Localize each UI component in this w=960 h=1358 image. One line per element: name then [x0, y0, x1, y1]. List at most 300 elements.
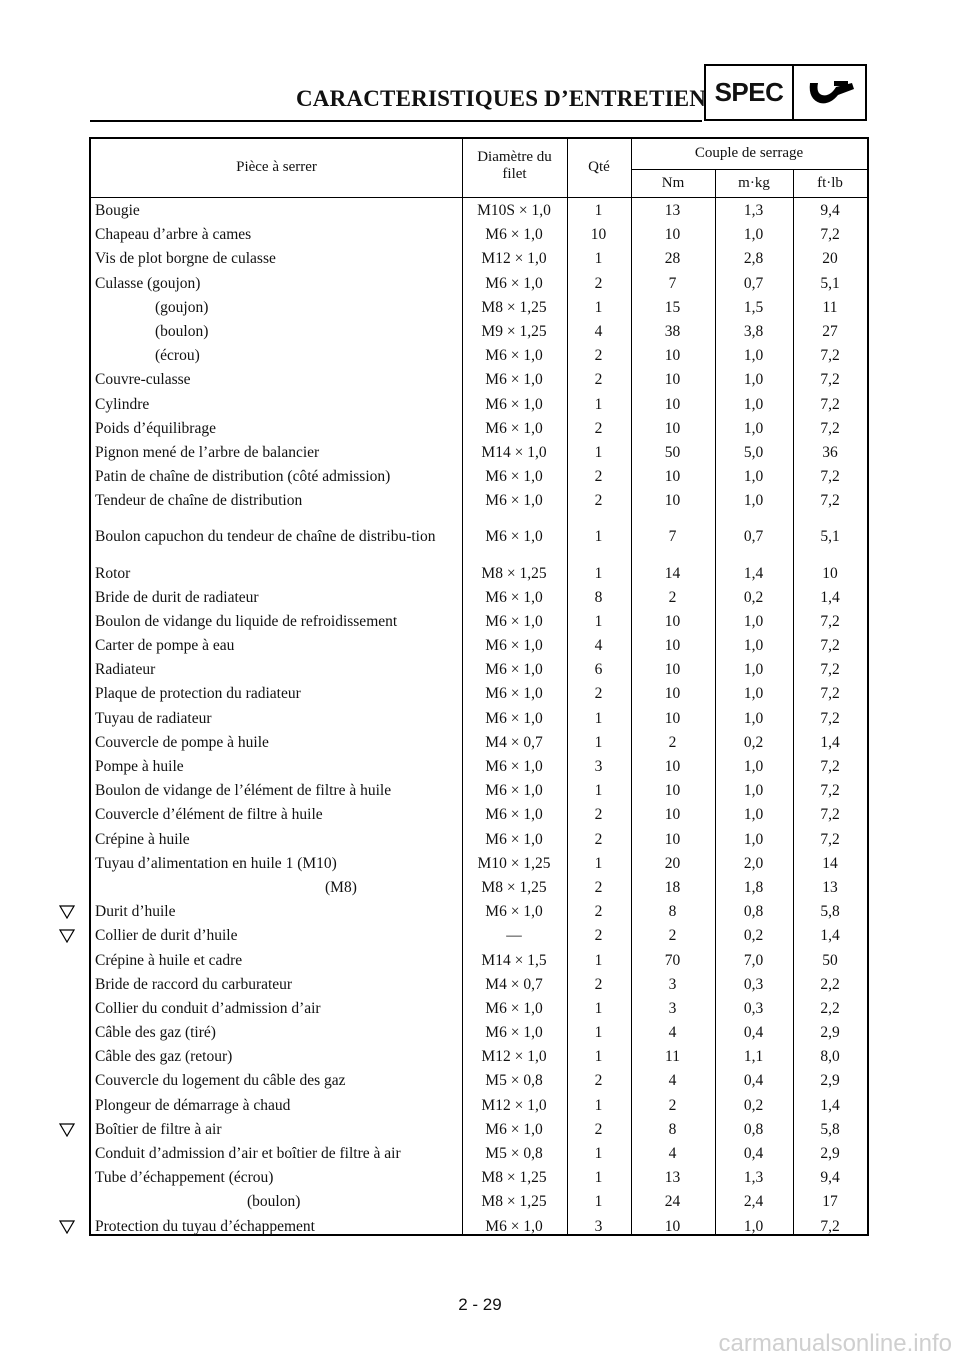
header-thread — [462, 149, 567, 183]
torque-nm — [631, 779, 714, 803]
thread-size-text: M5 × 0,8 — [485, 1145, 543, 1163]
torque-ftlb — [793, 489, 867, 513]
thread-size — [462, 1045, 566, 1069]
torque-nm — [631, 1045, 714, 1069]
torque-nm — [631, 441, 714, 465]
quantity — [567, 344, 630, 368]
thread-size — [462, 368, 566, 392]
thread-size — [462, 828, 566, 852]
torque-ftlb-text: 50 — [822, 951, 838, 969]
quantity — [567, 924, 630, 948]
warning-triangle-icon — [59, 1123, 75, 1137]
watermark: carmanualsonline.info — [718, 1330, 952, 1357]
torque-nm-text: 10 — [664, 492, 681, 510]
torque-mkg-text: 0,4 — [743, 1024, 764, 1042]
torque-mkg-text: 0,3 — [743, 999, 764, 1017]
torque-nm-text: 18 — [664, 878, 681, 896]
torque-nm — [631, 803, 714, 827]
torque-ftlb-text: 1,4 — [820, 927, 840, 945]
part-name-text: Pignon mené de l’arbre de balancier — [95, 443, 320, 461]
torque-ftlb-text: 1,4 — [820, 588, 840, 606]
part-name — [95, 1190, 461, 1214]
quantity-text: 2 — [594, 975, 603, 993]
quantity — [567, 1166, 630, 1190]
thread-size — [462, 779, 566, 803]
torque-ftlb-text: 2,9 — [820, 1145, 840, 1163]
torque-ftlb-text: 7,2 — [820, 395, 840, 413]
part-name — [95, 924, 461, 948]
torque-nm-text: 10 — [664, 709, 681, 727]
table-row — [91, 199, 867, 223]
part-name — [95, 658, 461, 682]
torque-nm — [631, 513, 714, 561]
torque-mkg-text: 0,3 — [743, 975, 764, 993]
torque-ftlb — [793, 320, 867, 344]
thread-size-text: M6 × 1,0 — [485, 588, 543, 606]
torque-ftlb-text: 7,2 — [820, 758, 840, 776]
quantity — [567, 1190, 630, 1214]
torque-mkg-text: 1,4 — [743, 564, 764, 582]
torque-ftlb-text: 2,9 — [820, 1072, 840, 1090]
part-name-text: Tendeur de chaîne de distribution — [95, 492, 303, 510]
torque-nm — [631, 634, 714, 658]
part-name — [95, 682, 461, 706]
torque-mkg — [715, 344, 792, 368]
thread-size — [462, 296, 566, 320]
torque-ftlb-text: 7,2 — [820, 1217, 840, 1235]
torque-nm — [631, 1118, 714, 1142]
quantity — [567, 441, 630, 465]
part-name-text: Cylindre — [95, 395, 150, 413]
thread-size-text: M6 × 1,0 — [485, 528, 543, 546]
torque-mkg-text: 1,0 — [743, 709, 764, 727]
torque-nm — [631, 1190, 714, 1214]
part-name-text: Collier de durit d’huile — [95, 927, 238, 945]
part-name-text: Tube d’échappement (écrou) — [95, 1169, 274, 1187]
table-row — [91, 1118, 867, 1142]
torque-ftlb-text: 5,1 — [820, 528, 840, 546]
quantity — [567, 223, 630, 247]
quantity-text: 1 — [594, 564, 603, 582]
quantity — [567, 658, 630, 682]
torque-mkg — [715, 779, 792, 803]
table-row — [91, 561, 867, 585]
quantity — [567, 852, 630, 876]
part-name — [95, 803, 461, 827]
torque-mkg-text: 1,3 — [743, 1169, 764, 1187]
warning-triangle-icon — [59, 905, 75, 919]
thread-size-text: M6 × 1,0 — [485, 782, 543, 800]
quantity — [567, 586, 630, 610]
thread-size-text: M14 × 1,0 — [481, 443, 547, 461]
torque-ftlb — [793, 634, 867, 658]
table-row — [91, 658, 867, 682]
torque-nm — [631, 876, 714, 900]
thread-size-text: M8 × 1,25 — [481, 1169, 547, 1187]
torque-nm-text: 3 — [668, 975, 677, 993]
torque-mkg — [715, 223, 792, 247]
torque-nm-text: 70 — [664, 951, 681, 969]
torque-nm-text: 14 — [664, 564, 681, 582]
part-name-text: Crépine à huile et cadre — [95, 951, 243, 969]
table-row — [91, 828, 867, 852]
part-name-text: Bride de raccord du carburateur — [95, 975, 293, 993]
thread-size-text: M6 × 1,0 — [485, 468, 543, 486]
part-name-text: Vis de plot borgne de culasse — [95, 250, 276, 268]
torque-ftlb — [793, 1021, 867, 1045]
torque-ftlb — [793, 1118, 867, 1142]
torque-mkg — [715, 489, 792, 513]
part-name-text: Boulon de vidange de l’élément de filtre à huile — [95, 782, 392, 800]
torque-mkg-text: 1,0 — [743, 612, 764, 630]
table-row — [91, 1021, 867, 1045]
torque-nm — [631, 755, 714, 779]
torque-mkg — [715, 707, 792, 731]
quantity — [567, 634, 630, 658]
torque-nm — [631, 417, 714, 441]
torque-nm — [631, 561, 714, 585]
thread-size — [462, 489, 566, 513]
torque-nm-text: 10 — [664, 806, 681, 824]
torque-mkg — [715, 561, 792, 585]
torque-ftlb — [793, 876, 867, 900]
torque-mkg — [715, 465, 792, 489]
part-name-text: Rotor — [95, 564, 131, 582]
table-row — [91, 707, 867, 731]
quantity-text: 1 — [594, 782, 603, 800]
torque-mkg — [715, 513, 792, 561]
quantity-text: 10 — [590, 226, 607, 244]
torque-nm — [631, 489, 714, 513]
part-name — [95, 441, 461, 465]
thread-size-text: M9 × 1,25 — [481, 323, 547, 341]
torque-ftlb — [793, 803, 867, 827]
part-name-text: Câble des gaz (tiré) — [95, 1024, 216, 1042]
table-row — [91, 1190, 867, 1214]
part-name-text: Plongeur de démarrage à chaud — [95, 1096, 291, 1114]
torque-mkg-text: 1,0 — [743, 685, 764, 703]
torque-nm-text: 10 — [664, 371, 681, 389]
quantity — [567, 272, 630, 296]
torque-nm-text: 10 — [664, 612, 681, 630]
torque-nm — [631, 344, 714, 368]
torque-mkg — [715, 973, 792, 997]
part-name — [95, 320, 461, 344]
torque-mkg — [715, 682, 792, 706]
torque-ftlb — [793, 682, 867, 706]
quantity-text: 1 — [594, 1096, 603, 1114]
part-name-text: (écrou) — [155, 347, 200, 365]
thread-size — [462, 320, 566, 344]
torque-nm — [631, 658, 714, 682]
part-name — [95, 465, 461, 489]
thread-size — [462, 1094, 566, 1118]
quantity — [567, 948, 630, 972]
torque-mkg — [715, 417, 792, 441]
quantity-text: 1 — [594, 1193, 603, 1211]
part-name — [95, 296, 461, 320]
part-name — [95, 828, 461, 852]
thread-size-text: M5 × 0,8 — [485, 1072, 543, 1090]
thread-size — [462, 948, 566, 972]
part-name — [95, 973, 461, 997]
table-row — [91, 320, 867, 344]
torque-ftlb-text: 17 — [822, 1193, 838, 1211]
torque-ftlb-text: 7,2 — [820, 685, 840, 703]
part-name-text: Couvercle de pompe à huile — [95, 733, 269, 751]
torque-mkg-text: 1,0 — [743, 830, 764, 848]
torque-mkg — [715, 803, 792, 827]
thread-size-text: M6 × 1,0 — [485, 685, 543, 703]
part-name — [95, 948, 461, 972]
thread-size-text: M8 × 1,25 — [481, 298, 547, 316]
torque-nm-text: 2 — [668, 927, 677, 945]
torque-mkg — [715, 610, 792, 634]
part-name-text: Durit d’huile — [95, 903, 176, 921]
torque-ftlb — [793, 610, 867, 634]
torque-nm-text: 10 — [664, 758, 681, 776]
thread-size — [462, 924, 566, 948]
thread-size-text: M6 × 1,0 — [485, 419, 543, 437]
torque-mkg-text: 1,0 — [743, 226, 764, 244]
quantity-text: 2 — [594, 806, 603, 824]
torque-ftlb-text: 5,8 — [820, 903, 840, 921]
torque-nm — [631, 900, 714, 924]
torque-ftlb-text: 7,2 — [820, 637, 840, 655]
part-name — [95, 876, 461, 900]
torque-mkg-text: 0,7 — [743, 274, 764, 292]
header-part: Pièce à serrer — [236, 159, 317, 175]
torque-ftlb — [793, 707, 867, 731]
quantity — [567, 320, 630, 344]
torque-ftlb-text: 2,9 — [820, 1024, 840, 1042]
torque-mkg-text: 0,2 — [743, 588, 764, 606]
torque-ftlb-text: 5,8 — [820, 1120, 840, 1138]
part-name — [95, 1094, 461, 1118]
part-name-text: Tuyau de radiateur — [95, 709, 212, 727]
quantity — [567, 973, 630, 997]
torque-mkg-text: 0,4 — [743, 1072, 764, 1090]
torque-ftlb — [793, 417, 867, 441]
thread-size — [462, 1069, 566, 1093]
part-name — [95, 344, 461, 368]
torque-ftlb-text: 1,4 — [820, 733, 840, 751]
quantity-text: 1 — [594, 612, 603, 630]
torque-nm — [631, 272, 714, 296]
torque-nm-text: 2 — [668, 733, 677, 751]
torque-nm-text: 10 — [664, 347, 681, 365]
thread-size — [462, 1215, 566, 1239]
torque-nm-text: 4 — [668, 1072, 677, 1090]
torque-mkg — [715, 1166, 792, 1190]
torque-mkg — [715, 247, 792, 271]
part-name-text: Couvercle d’élément de filtre à huile — [95, 806, 323, 824]
torque-mkg — [715, 199, 792, 223]
part-name — [95, 1021, 461, 1045]
torque-ftlb — [793, 247, 867, 271]
torque-ftlb — [793, 924, 867, 948]
warning-triangle-icon — [59, 929, 75, 943]
quantity — [567, 1118, 630, 1142]
quantity — [567, 247, 630, 271]
part-name — [95, 731, 461, 755]
quantity — [567, 1142, 630, 1166]
thread-size — [462, 393, 566, 417]
thread-size-text: M8 × 1,25 — [481, 564, 547, 582]
torque-ftlb — [793, 1094, 867, 1118]
part-name-text: Collier du conduit d’admission d’air — [95, 999, 321, 1017]
torque-ftlb — [793, 296, 867, 320]
part-name-text: Poids d’équilibrage — [95, 419, 216, 437]
table-row — [91, 296, 867, 320]
thread-size — [462, 417, 566, 441]
part-name — [95, 417, 461, 441]
torque-nm-text: 8 — [668, 903, 677, 921]
thread-size — [462, 1118, 566, 1142]
part-name-text: Protection du tuyau d’échappement — [95, 1217, 315, 1235]
torque-nm — [631, 320, 714, 344]
quantity — [567, 828, 630, 852]
quantity — [567, 731, 630, 755]
quantity — [567, 489, 630, 513]
torque-nm-text: 10 — [664, 637, 681, 655]
torque-mkg-text: 3,8 — [743, 323, 764, 341]
torque-mkg — [715, 1094, 792, 1118]
torque-mkg-text: 1,0 — [743, 637, 764, 655]
thread-size-text: M6 × 1,0 — [485, 758, 543, 776]
part-name — [95, 1118, 461, 1142]
quantity — [567, 682, 630, 706]
torque-ftlb-text: 7,2 — [820, 371, 840, 389]
torque-ftlb-text: 14 — [822, 854, 838, 872]
quantity — [567, 1045, 630, 1069]
part-name — [95, 1045, 461, 1069]
thread-size-text: M6 × 1,0 — [485, 661, 543, 679]
quantity-text: 2 — [594, 347, 603, 365]
thread-size-text: M12 × 1,0 — [481, 1096, 547, 1114]
torque-ftlb-text: 20 — [822, 250, 838, 268]
thread-size — [462, 441, 566, 465]
thread-size — [462, 707, 566, 731]
torque-nm-text: 10 — [664, 419, 681, 437]
part-name — [95, 1142, 461, 1166]
torque-mkg-text: 1,0 — [743, 758, 764, 776]
wrench-icon — [794, 66, 865, 119]
quantity-text: 2 — [594, 419, 603, 437]
quantity-text: 6 — [594, 661, 603, 679]
part-name-text: Boîtier de filtre à air — [95, 1120, 222, 1138]
torque-mkg — [715, 1215, 792, 1239]
torque-ftlb-text: 2,2 — [820, 975, 840, 993]
thread-size — [462, 1021, 566, 1045]
spec-badge — [704, 64, 867, 121]
torque-mkg — [715, 586, 792, 610]
torque-mkg — [715, 368, 792, 392]
torque-ftlb-text: 9,4 — [820, 1169, 840, 1187]
torque-nm-text: 3 — [668, 999, 677, 1017]
part-name-text: Plaque de protection du radiateur — [95, 685, 301, 703]
quantity-text: 1 — [594, 733, 603, 751]
torque-mkg-text: 2,4 — [743, 1193, 764, 1211]
part-name — [95, 223, 461, 247]
torque-mkg — [715, 393, 792, 417]
torque-ftlb-text: 7,2 — [820, 806, 840, 824]
table-row — [91, 513, 867, 561]
quantity-text: 1 — [594, 443, 603, 461]
thread-size-text: M6 × 1,0 — [485, 395, 543, 413]
thread-size-text: M6 × 1,0 — [485, 1120, 543, 1138]
part-name-text: Bougie — [95, 202, 140, 220]
torque-nm — [631, 368, 714, 392]
page-number: 2 - 29 — [458, 1295, 502, 1314]
torque-nm — [631, 586, 714, 610]
torque-ftlb — [793, 1069, 867, 1093]
torque-mkg-text: 1,0 — [743, 661, 764, 679]
torque-ftlb-text: 27 — [822, 323, 838, 341]
torque-mkg-text: 5,0 — [743, 443, 764, 461]
torque-table — [89, 137, 869, 1236]
torque-mkg — [715, 1190, 792, 1214]
torque-nm — [631, 973, 714, 997]
torque-ftlb — [793, 513, 867, 561]
torque-mkg-text: 2,8 — [743, 250, 764, 268]
thread-size — [462, 731, 566, 755]
torque-ftlb-text: 7,2 — [820, 661, 840, 679]
thread-size-text: M6 × 1,0 — [485, 903, 543, 921]
part-name-text: (boulon) — [247, 1193, 301, 1211]
torque-ftlb-text: 9,4 — [820, 202, 840, 220]
quantity-text: 1 — [594, 528, 603, 546]
torque-nm — [631, 1215, 714, 1239]
thread-size — [462, 1142, 566, 1166]
quantity-text: 1 — [594, 298, 603, 316]
torque-ftlb-text: 2,2 — [820, 999, 840, 1017]
part-name-text: Radiateur — [95, 661, 156, 679]
torque-ftlb — [793, 223, 867, 247]
torque-ftlb — [793, 1215, 867, 1239]
torque-nm — [631, 1166, 714, 1190]
torque-nm-text: 10 — [664, 395, 681, 413]
quantity — [567, 296, 630, 320]
torque-mkg-text: 1,0 — [743, 806, 764, 824]
quantity — [567, 417, 630, 441]
torque-nm — [631, 1094, 714, 1118]
quantity-text: 1 — [594, 709, 603, 727]
table-row — [91, 272, 867, 296]
part-name-text: Chapeau d’arbre à cames — [95, 226, 252, 244]
thread-size-text: M6 × 1,0 — [485, 492, 543, 510]
quantity-text: 1 — [594, 1024, 603, 1042]
torque-nm-text: 10 — [664, 685, 681, 703]
thread-size — [462, 634, 566, 658]
table-row — [91, 1069, 867, 1093]
torque-mkg-text: 1,8 — [743, 878, 764, 896]
quantity-text: 2 — [594, 927, 603, 945]
part-name — [95, 272, 461, 296]
torque-ftlb-text: 7,2 — [820, 709, 840, 727]
table-row — [91, 586, 867, 610]
table-row — [91, 900, 867, 924]
torque-mkg — [715, 755, 792, 779]
thread-size — [462, 247, 566, 271]
part-name — [95, 393, 461, 417]
torque-ftlb — [793, 731, 867, 755]
page-title: CARACTERISTIQUES D’ENTRETIEN — [296, 86, 707, 111]
thread-size — [462, 610, 566, 634]
torque-ftlb-text: 11 — [822, 298, 838, 316]
torque-ftlb — [793, 1166, 867, 1190]
table-row — [91, 441, 867, 465]
